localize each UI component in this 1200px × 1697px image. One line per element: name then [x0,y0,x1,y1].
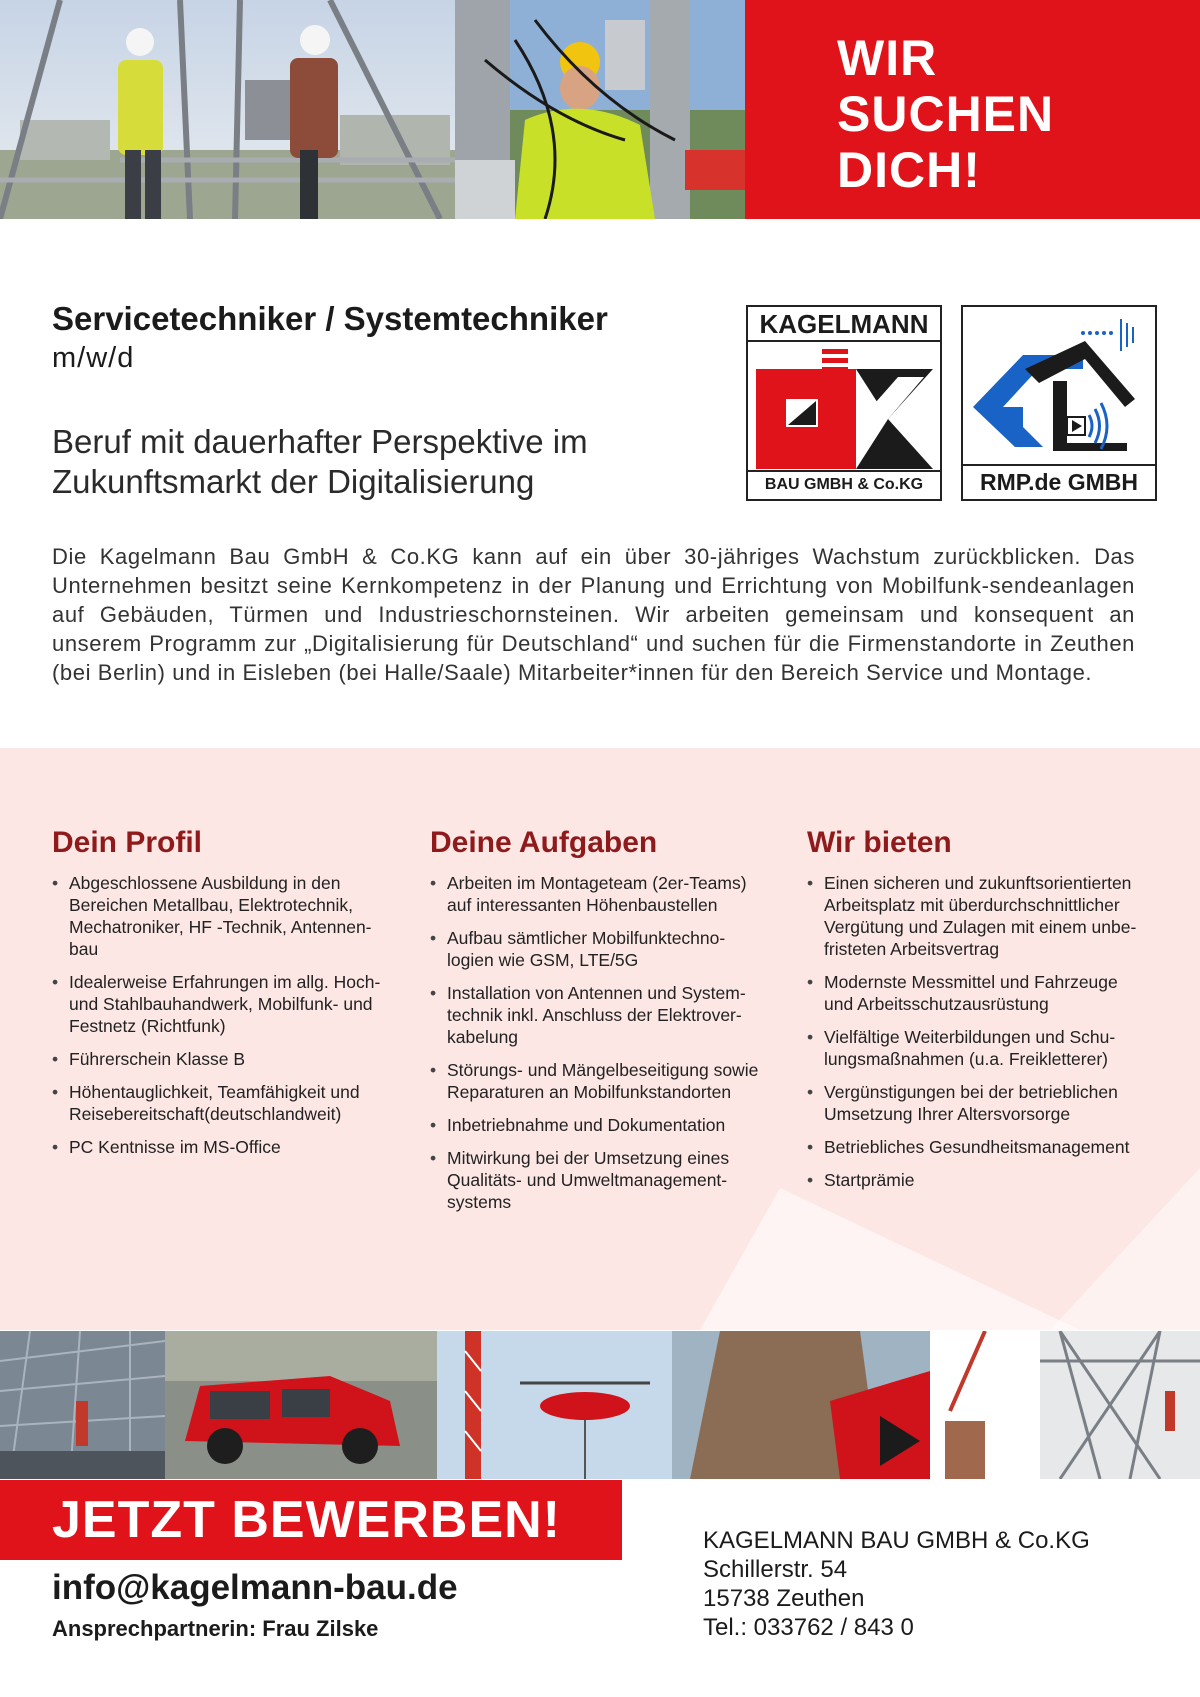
photo-strip [0,1331,1200,1479]
list-item: • Idealerweise Erfahrungen im allg. Hoch- und Stahlbauhandwerk, Mobilfunk- und Festnetz (Richtfunk) [52,971,392,1037]
column-profile [52,826,392,1169]
list-item: • Vielfältige Weiterbildungen und Schu-lungsmaßnahmen (u.a. Freikletterer) [807,1026,1147,1070]
list-item: • Führerschein Klasse B [52,1048,392,1070]
list-item: • Inbetriebnahme und Dokumentation [430,1114,770,1136]
contact-person: Ansprechpartnerin: Frau Zilske [52,1616,379,1641]
list-item: • Aufbau sämtlicher Mobilfunktechno-logien wie GSM, LTE/5G [430,927,770,971]
company-address [703,1526,1090,1642]
intro-paragraph: Die Kagelmann Bau GmbH & Co.KG kann auf ein über 30-jähriges Wachstum zurückblicken. Das Unternehmen besitzt seine Kernkompetenz in der Planung und Errichtung von Mobilfunk-sendeanlagen auf Gebäuden, Türmen und Industrieschornsteinen. Wir arbeiten gemeinsam und konsequent an unserem Programm zur „Digitalisierung für Deutschland“ und suchen für die Firmenstandorte in Zeuthen (bei Berlin) und in Eisleben (bei Halle/Saale) Mitarbeiter*innen für den Bereich Service und Montage. [52,544,1135,685]
column-tasks [430,826,770,1224]
address-street: Schillerstr. 54 [703,1556,848,1583]
kagelmann-logo-sub: BAU GMBH & Co.KG [764,476,924,493]
job-tagline: Beruf mit dauerhafter Perspektive im Zukunftsmarkt der Digitalisierung [52,423,588,500]
steel-lattice-tower-photo [1040,1331,1200,1479]
hero-headline-line: DICH! [837,142,981,198]
list-item: • Mitwirkung bei der Umsetzung eines Qualitäts- und Umweltmanagement-systems [430,1147,770,1213]
rmp-logo [961,305,1157,501]
rmp-logo-name: RMP.de GMBH [979,469,1139,495]
job-title: Servicetechniker / Systemtechniker [52,300,608,337]
kagelmann-logo-name: KAGELMANN [759,309,929,339]
antenna-tower-photo [437,1331,672,1479]
job-gender: m/w/d [52,342,135,374]
list-item: • Störungs- und Mängelbeseitigung sowie Reparaturen an Mobilfunkstandorten [430,1059,770,1103]
address-city: 15738 Zeuthen [703,1585,865,1612]
list-item: • Abgeschlossene Ausbildung in den Bereichen Metallbau, Elektrotechnik, Mechatroniker, HF -Technik, Antennen-bau [52,872,392,960]
industrial-chimney-photo [672,1331,985,1479]
apply-headline: JETZT BEWERBEN! [52,1491,561,1549]
list-item: • Startprämie [807,1169,1147,1191]
list-item: • Höhentauglichkeit, Teamfähigkeit und Reisebereitschaft(deutschlandweit) [52,1081,392,1125]
hero-headline-line: SUCHEN [837,86,1055,142]
list-item: • Vergünstigungen bei der betrieblichen Umsetzung Ihrer Altersvorsorge [807,1081,1147,1125]
technician-in-yellow-helmet-photo [455,0,745,219]
glass-dome-photo [0,1331,165,1479]
list-item: • Arbeiten im Montageteam (2er-Teams) auf interessanten Höhenbaustellen [430,872,770,916]
column-heading: Wir bieten [807,826,952,859]
telecom-technicians-on-tower-photo [0,0,455,219]
hero-headline [837,30,1054,198]
column-offer [807,826,1147,1202]
list-item: • Einen sicheren und zukunftsorientierten Arbeitsplatz mit überdurchschnittlicher Vergütung und Zulagen mit einem unbe-fristeten Arbeitsvertrag [807,872,1147,960]
apply-banner [0,1480,622,1560]
list-item: • Betriebliches Gesundheitsmanagement [807,1136,1147,1158]
address-phone[interactable]: Tel.: 033762 / 843 0 [703,1614,914,1641]
column-heading: Dein Profil [52,826,203,859]
hero-banner [745,0,1200,219]
kagelmann-logo [746,305,942,501]
red-company-car-photo [165,1331,437,1479]
list-item: • Modernste Messmittel und Fahrzeuge und Arbeitsschutzausrüstung [807,971,1147,1015]
list-item: • Installation von Antennen und System-technik inkl. Anschluss der Elektrover-kabelung [430,982,770,1048]
contact-email-link[interactable]: info@kagelmann-bau.de [52,1568,458,1607]
hero-headline-line: WIR [837,30,938,86]
column-heading: Deine Aufgaben [430,826,658,859]
list-item: • PC Kentnisse im MS-Office [52,1136,392,1158]
address-company: KAGELMANN BAU GMBH & Co.KG [703,1527,1090,1554]
